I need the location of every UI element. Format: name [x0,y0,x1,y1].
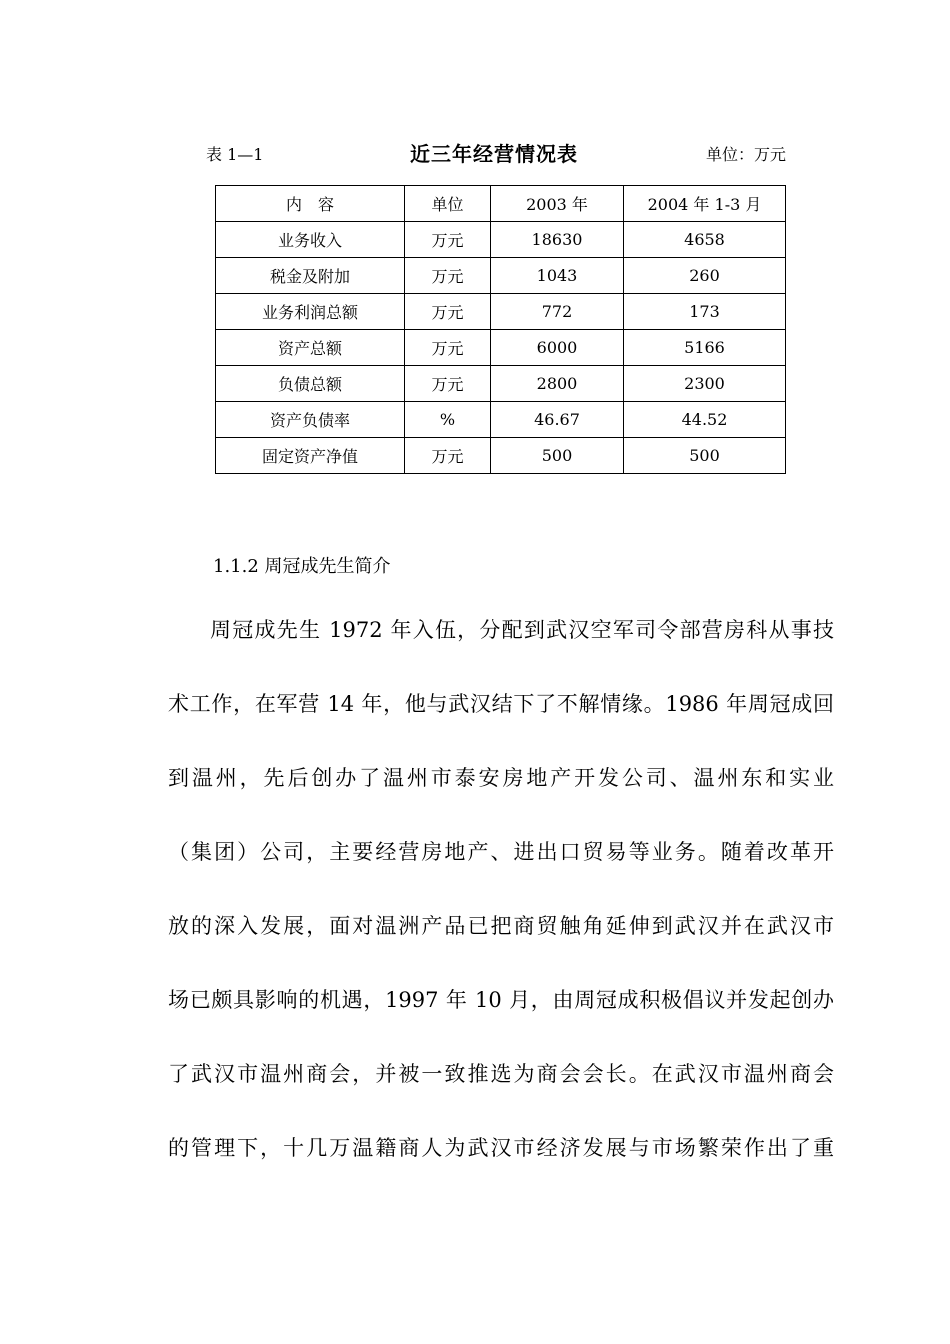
paragraph-line: 术工作，在军营 14 年，他与武汉结下了不解情缘。1986 年周冠成回 [168,692,834,716]
header-cell: 2003 年 [491,186,624,222]
table-cell: 资产总额 [216,330,405,366]
header-cell: 2004 年 1-3 月 [624,186,786,222]
table-cell: 2300 [624,366,786,402]
paragraph-line: （集团）公司，主要经营房地产、进出口贸易等业务。随着改革开 [168,840,834,864]
table-cell: 260 [624,258,786,294]
paragraph-line: 放的深入发展，面对温洲产品已把商贸触角延伸到武汉并在武汉市 [168,914,834,938]
paragraph-line: 的管理下，十几万温籍商人为武汉市经济发展与市场繁荣作出了重 [168,1136,834,1160]
table-row [216,222,786,258]
table-cell: 税金及附加 [216,258,405,294]
table-row [216,438,786,474]
table-cell: 2800 [491,366,624,402]
table-cell: 资产负债率 [216,402,405,438]
table-row [216,294,786,330]
table-caption [206,136,790,166]
table-cell: % [405,402,491,438]
table-row [216,366,786,402]
table-cell: 5166 [624,330,786,366]
table-cell: 万元 [405,366,491,402]
table-cell: 173 [624,294,786,330]
table-cell: 500 [491,438,624,474]
table-cell: 负债总额 [216,366,405,402]
paragraph-line: 了武汉市温州商会，并被一致推选为商会会长。在武汉市温州商会 [168,1062,834,1086]
table-cell: 万元 [405,294,491,330]
table-cell: 6000 [491,330,624,366]
operations-table [215,185,786,474]
table-number: 表 1—1 [206,145,264,164]
table-cell: 18630 [491,222,624,258]
table-row [216,330,786,366]
table-cell: 万元 [405,258,491,294]
table-cell: 1043 [491,258,624,294]
table-cell: 772 [491,294,624,330]
table-cell: 业务利润总额 [216,294,405,330]
table-cell: 万元 [405,222,491,258]
paragraph-line: 周冠成先生 1972 年入伍，分配到武汉空军司令部营房科从事技 [210,618,834,642]
header-cell: 内 容 [216,186,405,222]
table-cell: 万元 [405,438,491,474]
table-title: 近三年经营情况表 [410,142,578,166]
header-cell: 单位 [405,186,491,222]
section-heading: 1.1.2 周冠成先生简介 [213,556,391,577]
table-cell: 44.52 [624,402,786,438]
table-row [216,402,786,438]
table-cell: 固定资产净值 [216,438,405,474]
table-cell: 46.67 [491,402,624,438]
table-cell: 500 [624,438,786,474]
table-cell: 业务收入 [216,222,405,258]
paragraph-line: 到温州，先后创办了温州市泰安房地产开发公司、温州东和实业 [168,766,834,790]
table-cell: 万元 [405,330,491,366]
table-row [216,258,786,294]
paragraph-line: 场已颇具影响的机遇，1997 年 10 月，由周冠成积极倡议并发起创办 [168,988,834,1012]
table-header-row [216,186,786,222]
table-cell: 4658 [624,222,786,258]
table-unit: 单位：万元 [705,145,786,164]
